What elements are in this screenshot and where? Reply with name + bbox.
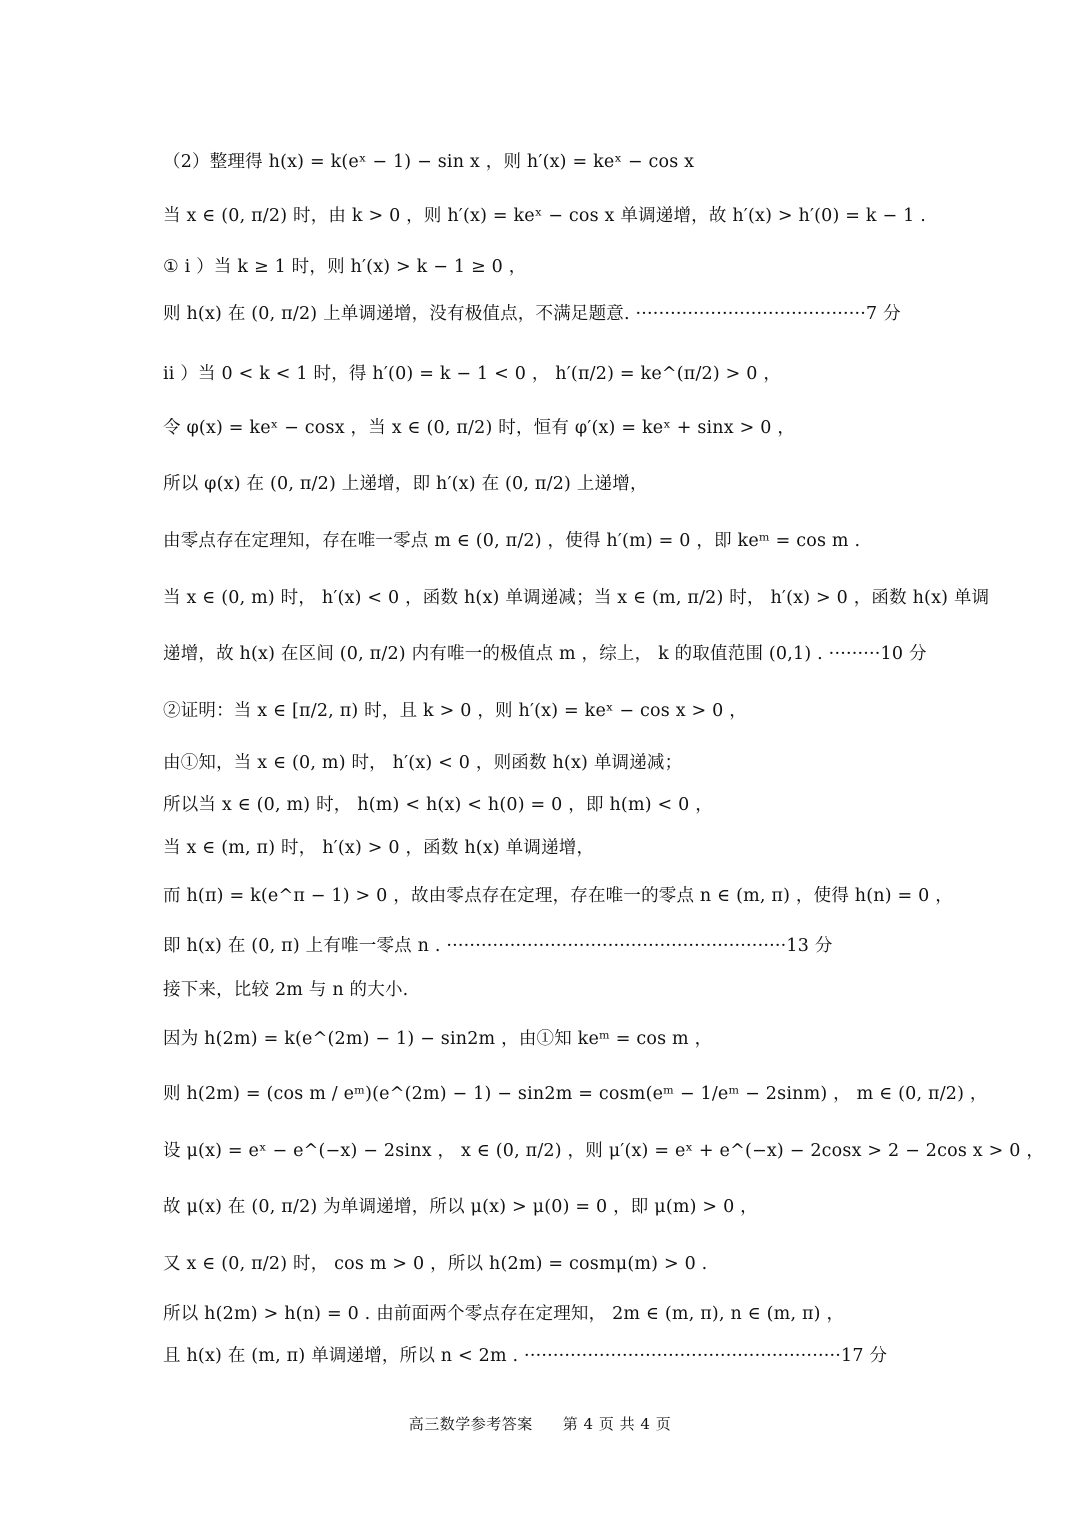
text-line: ii ）当 0 < k < 1 时，得 h′(0) = k − 1 < 0 ， h′(π/2) = ke^(π/2) > 0 ， xyxy=(163,364,782,384)
text-line: 由①知，当 x ∈ (0, m) 时， h′(x) < 0 ，则函数 h(x) 单调递减； xyxy=(163,753,683,773)
text-line: 接下来，比较 2m 与 n 的大小. xyxy=(163,980,409,1000)
text-line: 即 h(x) 在 (0, π) 上有唯一零点 n . ···························································13 分 xyxy=(163,936,833,956)
page-number: 第 4 页 共 4 页 xyxy=(562,1415,672,1433)
text-line: 当 x ∈ (0, π/2) 时，由 k > 0 ，则 h′(x) = keˣ − cos x 单调递增，故 h′(x) > h′(0) = k − 1 . xyxy=(163,206,926,226)
page-footer xyxy=(0,1413,1080,1434)
text-line: ②证明：当 x ∈ [π/2, π) 时，且 k > 0 ，则 h′(x) = keˣ − cos x > 0 ， xyxy=(163,701,747,721)
text-line: 令 φ(x) = keˣ − cosx ，当 x ∈ (0, π/2) 时，恒有 φ′(x) = keˣ + sinx > 0 ， xyxy=(163,418,796,438)
text-line: 所以 h(2m) > h(n) = 0 . 由前面两个零点存在定理知， 2m ∈ (m, π), n ∈ (m, π) ， xyxy=(163,1304,845,1324)
text-line: 递增，故 h(x) 在区间 (0, π/2) 内有唯一的极值点 m ，综上， k 的取值范围 (0,1) . ·········10 分 xyxy=(163,644,927,664)
text-line: 当 x ∈ (m, π) 时， h′(x) > 0 ，函数 h(x) 单调递增， xyxy=(163,838,595,858)
text-line: ① i ）当 k ≥ 1 时，则 h′(x) > k − 1 ≥ 0 ， xyxy=(163,257,527,277)
text-line: 而 h(π) = k(e^π − 1) > 0 ，故由零点存在定理，存在唯一的零点 n ∈ (m, π) ，使得 h(n) = 0 ， xyxy=(163,886,953,906)
text-line: 则 h(x) 在 (0, π/2) 上单调递增，没有极值点，不满足题意. ········································7 分 xyxy=(163,304,901,324)
text-line: 又 x ∈ (0, π/2) 时， cos m > 0 ，所以 h(2m) = cosmμ(m) > 0 . xyxy=(163,1254,708,1274)
text-line: 当 x ∈ (0, m) 时， h′(x) < 0 ，函数 h(x) 单调递减；当 x ∈ (m, π/2) 时， h′(x) > 0 ，函数 h(x) 单调 xyxy=(163,588,990,608)
text-line: 设 μ(x) = eˣ − e^(−x) − 2sinx ， x ∈ (0, π/2) ，则 μ′(x) = eˣ + e^(−x) − 2cosx > 2 − 2cos x > 0 ， xyxy=(163,1141,1045,1161)
text-line: 所以 φ(x) 在 (0, π/2) 上递增，即 h′(x) 在 (0, π/2) 上递增， xyxy=(163,474,648,494)
footer-title: 高三数学参考答案 xyxy=(408,1415,533,1433)
text-line: 因为 h(2m) = k(e^(2m) − 1) − sin2m ，由①知 keᵐ = cos m ， xyxy=(163,1029,713,1049)
text-line: 所以当 x ∈ (0, m) 时， h(m) < h(x) < h(0) = 0 ，即 h(m) < 0 ， xyxy=(163,795,713,815)
text-line: （2）整理得 h(x) = k(eˣ − 1) − sin x ，则 h′(x) = keˣ − cos x xyxy=(163,152,695,172)
text-line: 则 h(2m) = (cos m / eᵐ)(e^(2m) − 1) − sin2m = cosm(eᵐ − 1/eᵐ − 2sinm) ， m ∈ (0, π/2) ， xyxy=(163,1084,988,1104)
text-line: 故 μ(x) 在 (0, π/2) 为单调递增，所以 μ(x) > μ(0) = 0 ，即 μ(m) > 0 ， xyxy=(163,1197,758,1217)
text-line: 由零点存在定理知，存在唯一零点 m ∈ (0, π/2) ，使得 h′(m) = 0 ，即 keᵐ = cos m . xyxy=(163,531,861,551)
text-line: 且 h(x) 在 (m, π) 单调递增，所以 n < 2m . ·······················································17 分 xyxy=(163,1346,888,1366)
